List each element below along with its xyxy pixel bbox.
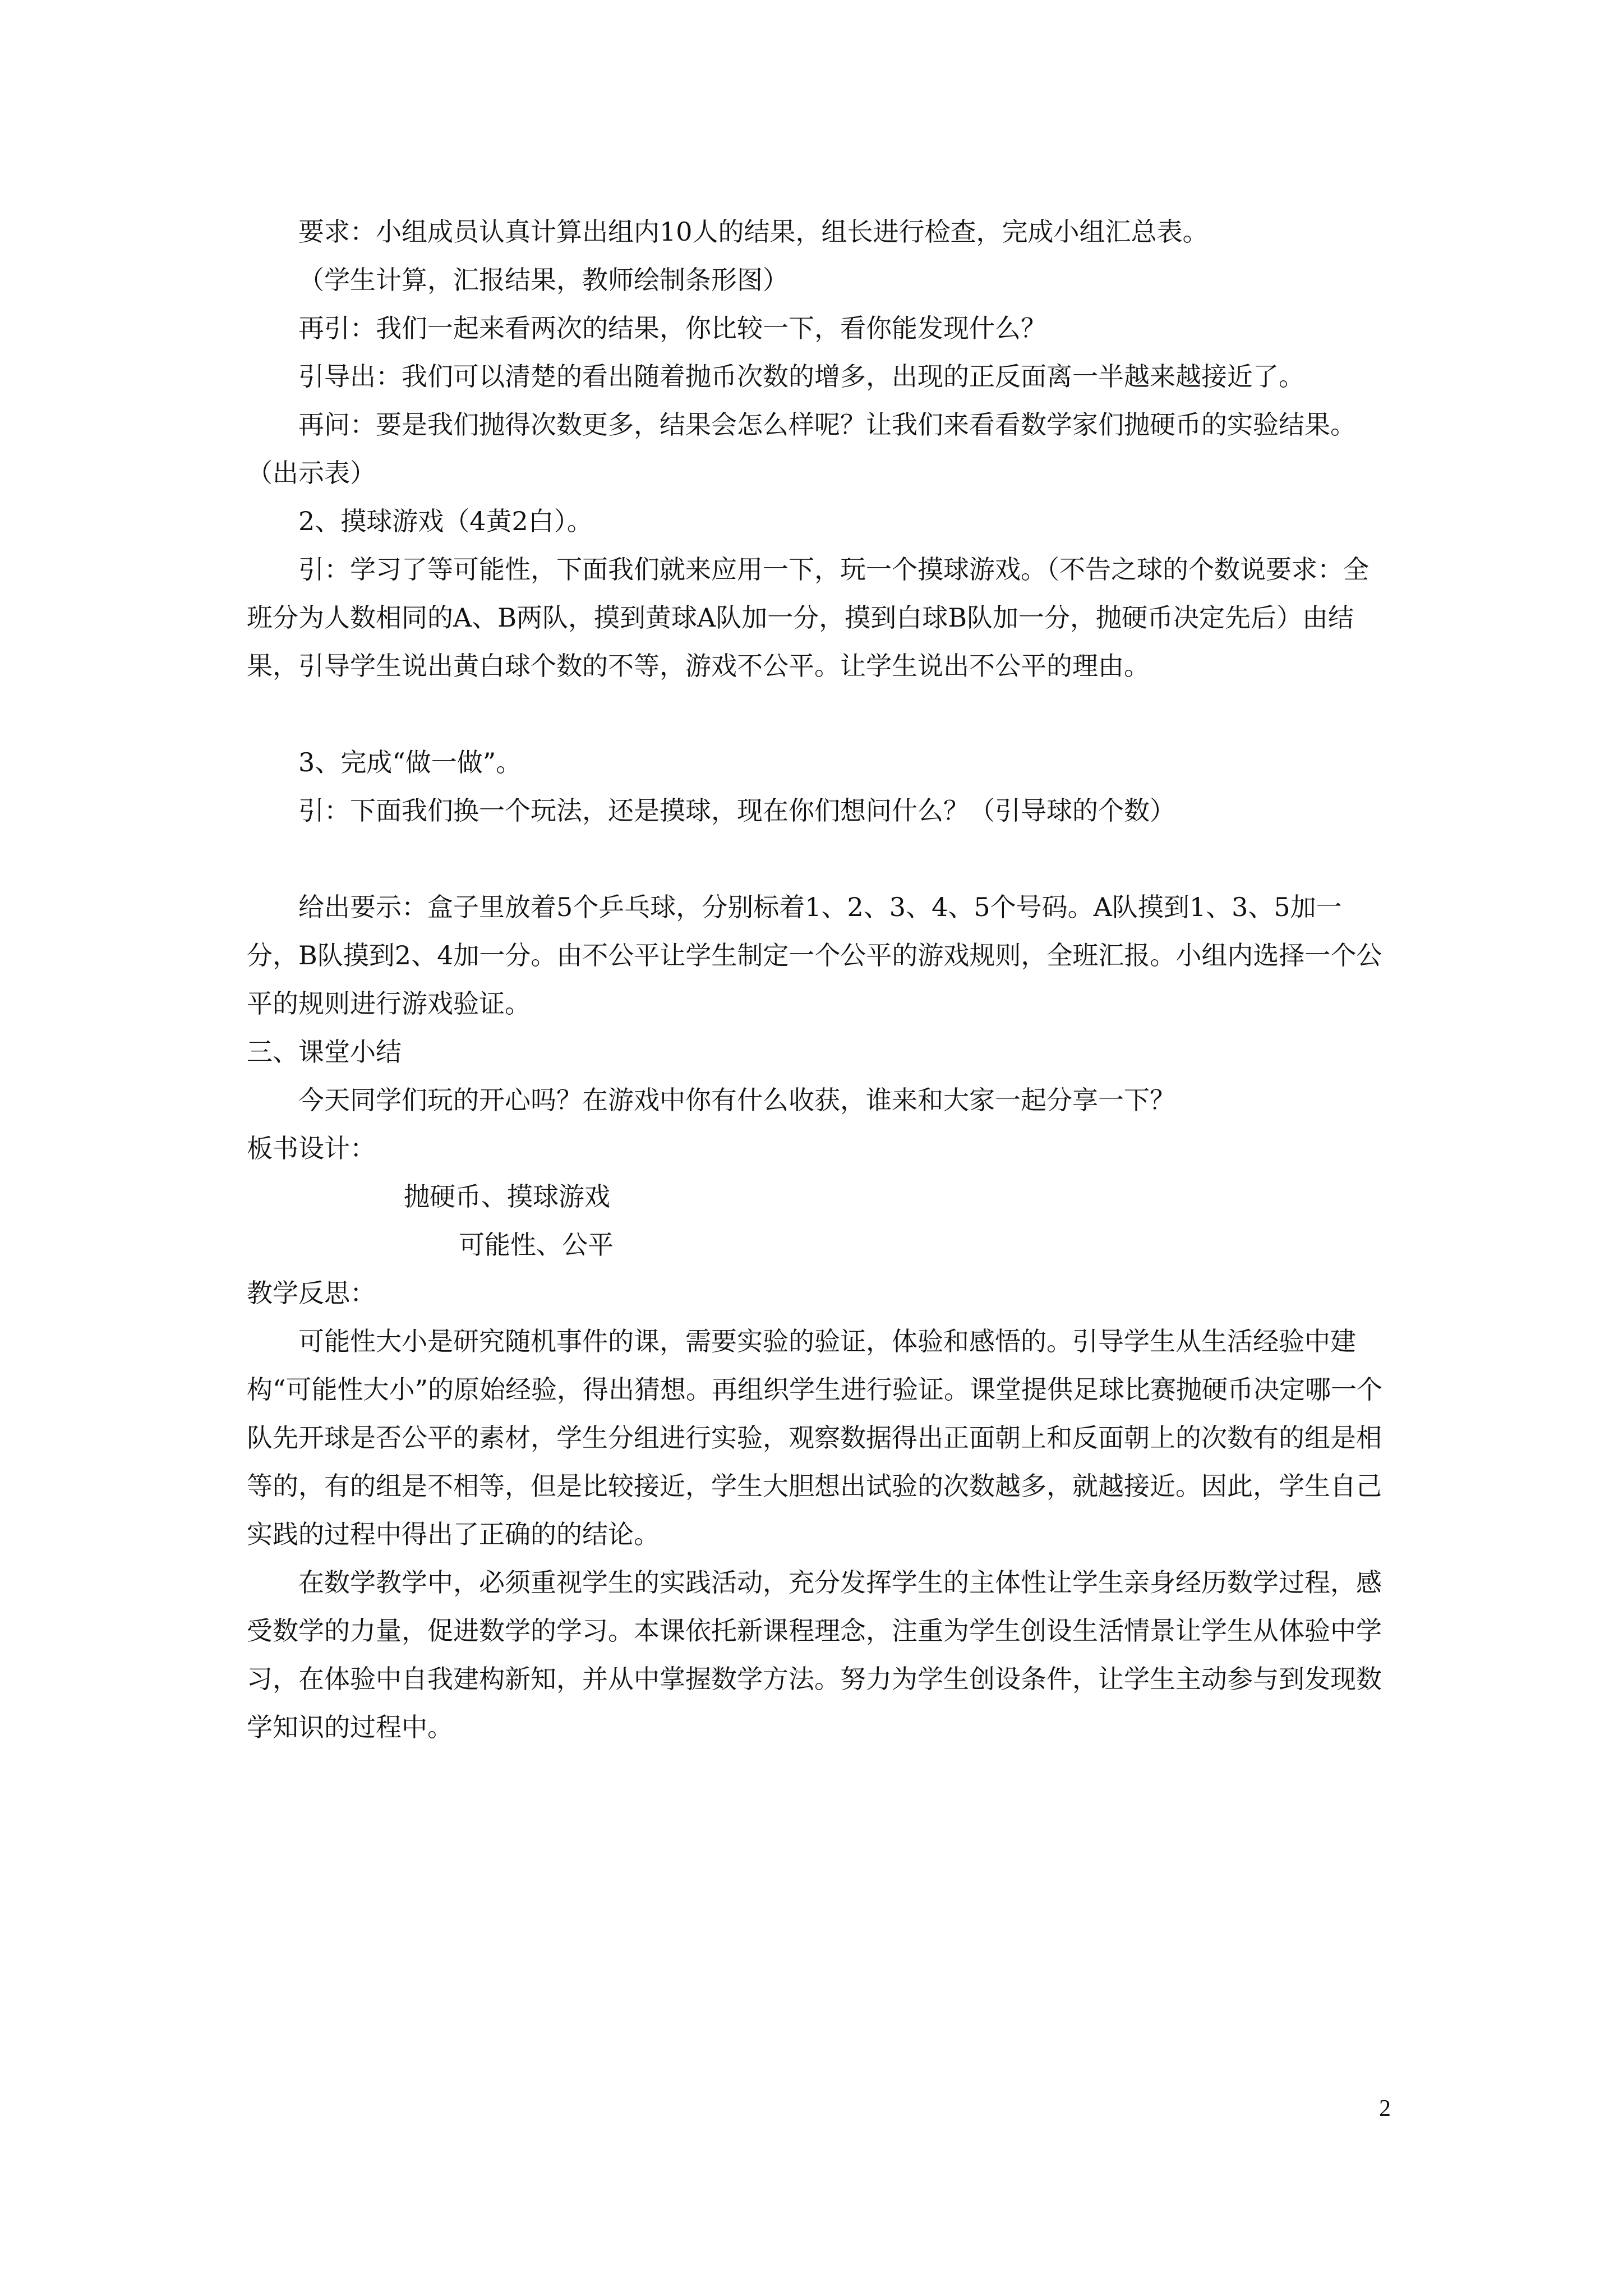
paragraph-guide-out: 引导出：我们可以清楚的看出随着抛币次数的增多，出现的正反面离一半越来越接近了。 [298, 361, 1304, 392]
paragraph-summary: 今天同学们玩的开心吗？在游戏中你有什么收获，谁来和大家一起分享一下？ [298, 1085, 1175, 1115]
paragraph-rules: 给出要示：盒子里放着5个乒乓球，分别标着1、2、3、4、5个号码。A队摸到1、3、5加一分，B队摸到2、4加一分。由不公平让学生制定一个公平的游戏规则，全班汇报。小组内选择一个公平的规则进行游戏验证。 [247, 892, 1382, 1019]
paragraph-ball-game-intro: 引：学习了等可能性，下面我们就来应用一下，玩一个摸球游戏。（不告之球的个数说要求：全班分为人数相同的A、B两队，摸到黄球A队加一分，摸到白球B队加一分，抛硬币决定先后）由结果，引导学生说出黄白球个数的不等，游戏不公平。让学生说出不公平的理由。 [247, 554, 1369, 681]
paragraph-ask-again: 再问：要是我们抛得次数更多，结果会怎么样呢？让我们来看看数学家们抛硬币的实验结果。（出示表） [247, 409, 1356, 488]
board-line-1: 抛硬币、摸球游戏 [404, 1181, 610, 1212]
heading-ball-game: 2、摸球游戏（4黄2白）。 [298, 506, 593, 536]
page-number: 2 [1379, 2096, 1391, 2122]
heading-class-summary: 三、课堂小结 [247, 1037, 402, 1067]
paragraph-reflection-1: 可能性大小是研究随机事件的课，需要实验的验证，体验和感悟的。引导学生从生活经验中建构“可能性大小”的原始经验，得出猜想。再组织学生进行验证。课堂提供足球比赛抛硬币决定哪一个队先开球是否公平的素材，学生分组进行实验，观察数据得出正面朝上和反面朝上的次数有的组是相等的，有的组是不相等，但是比较接近，学生大胆想出试验的次数越多，就越接近。因此，学生自己实践的过程中得出了正确的的结论。 [247, 1326, 1383, 1549]
paragraph-requirement: 要求：小组成员认真计算出组内10人的结果，组长进行检查，完成小组汇总表。 [298, 217, 1209, 247]
heading-teaching-reflection: 教学反思： [247, 1278, 376, 1308]
paragraph-student-calc: （学生计算，汇报结果，教师绘制条形图） [298, 265, 789, 295]
heading-do-it: 3、完成“做一做”。 [298, 747, 522, 777]
paragraph-reintroduce: 再引：我们一起来看两次的结果，你比较一下，看你能发现什么？ [298, 313, 1046, 343]
paragraph-new-play: 引：下面我们换一个玩法，还是摸球，现在你们想问什么？（引导球的个数） [298, 795, 1175, 826]
board-line-2: 可能性、公平 [459, 1230, 614, 1260]
paragraph-reflection-2: 在数学教学中，必须重视学生的实践活动，充分发挥学生的主体性让学生亲身经历数学过程，感受数学的力量，促进数学的学习。本课依托新课程理念，注重为学生创设生活情景让学生从体验中学习，在体验中自我建构新知，并从中掌握数学方法。努力为学生创设条件，让学生主动参与到发现数学知识的过程中。 [247, 1567, 1382, 1742]
heading-board-design: 板书设计： [247, 1133, 376, 1163]
